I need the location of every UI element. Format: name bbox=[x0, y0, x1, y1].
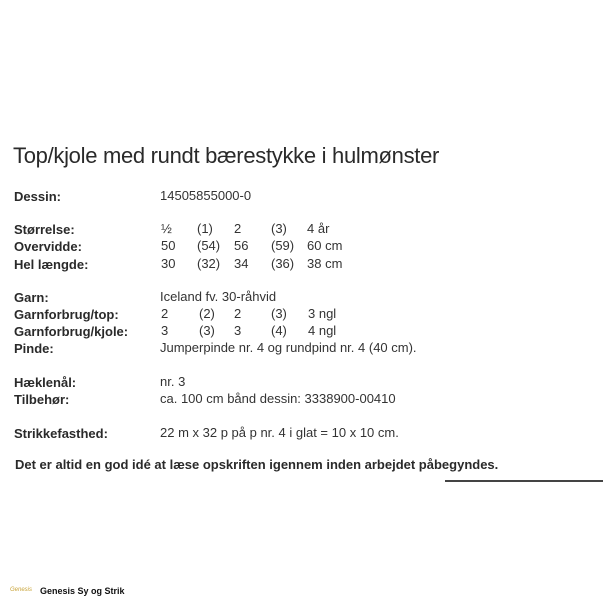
garn-value: Iceland fv. 30-råhvid bbox=[160, 289, 277, 304]
cell: 56 bbox=[234, 238, 249, 253]
tilbehoer-label: Tilbehør: bbox=[14, 392, 70, 407]
row-label: Størrelse: bbox=[14, 222, 75, 237]
cell: 3 bbox=[234, 323, 242, 338]
page-title: Top/kjole med rundt bærestykke i hulmønster bbox=[13, 143, 440, 168]
dessin-value: 14505855000-0 bbox=[160, 188, 252, 203]
cell: 4 ngl bbox=[308, 323, 337, 338]
pinde-value: Jumperpinde nr. 4 og rundpind nr. 4 (40 cm). bbox=[160, 340, 417, 355]
divider bbox=[445, 480, 603, 482]
cell: (3) bbox=[271, 221, 287, 236]
cell: (36) bbox=[271, 256, 295, 271]
strikkefasthed-label: Strikkefasthed: bbox=[14, 426, 108, 441]
cell: (32) bbox=[197, 256, 221, 271]
dessin-label: Dessin: bbox=[14, 189, 61, 204]
pinde-label: Pinde: bbox=[14, 341, 54, 356]
cell: (54) bbox=[197, 238, 221, 253]
cell: 4 år bbox=[307, 221, 330, 236]
cell: 2 bbox=[161, 306, 169, 321]
row-label: Overvidde: bbox=[14, 239, 82, 254]
haeklenaal-value: nr. 3 bbox=[160, 374, 186, 389]
cell: (1) bbox=[197, 221, 213, 236]
row-label: Hel længde: bbox=[14, 257, 89, 272]
strikkefasthed-value: 22 m x 32 p på p nr. 4 i glat = 10 x 10 cm. bbox=[160, 425, 399, 440]
cell: 34 bbox=[234, 256, 249, 271]
garn-label: Garn: bbox=[14, 290, 49, 305]
cell: 3 ngl bbox=[308, 306, 337, 321]
cell: (3) bbox=[199, 323, 215, 338]
cell: 3 bbox=[161, 323, 169, 338]
cell: (2) bbox=[199, 306, 215, 321]
cell: (3) bbox=[271, 306, 287, 321]
cell: (59) bbox=[271, 238, 295, 253]
cell: 2 bbox=[234, 306, 242, 321]
cell: 50 bbox=[161, 238, 176, 253]
cell: 30 bbox=[161, 256, 176, 271]
row-label: Garnforbrug/kjole: bbox=[14, 324, 129, 339]
tilbehoer-value: ca. 100 cm bånd dessin: 3338900-00410 bbox=[160, 391, 396, 406]
genesis-logo: Genesis bbox=[10, 587, 33, 593]
cell: ½ bbox=[161, 221, 172, 236]
row-label: Garnforbrug/top: bbox=[14, 307, 119, 322]
haeklenaal-label: Hæklenål: bbox=[14, 375, 77, 390]
cell: 38 cm bbox=[307, 256, 343, 271]
cell: 2 bbox=[234, 221, 242, 236]
brand-name: Genesis Sy og Strik bbox=[40, 586, 125, 596]
cell: 60 cm bbox=[307, 238, 343, 253]
advice-note: Det er altid en god idé at læse opskriften igennem inden arbejdet påbegyndes. bbox=[15, 457, 499, 472]
cell: (4) bbox=[271, 323, 287, 338]
